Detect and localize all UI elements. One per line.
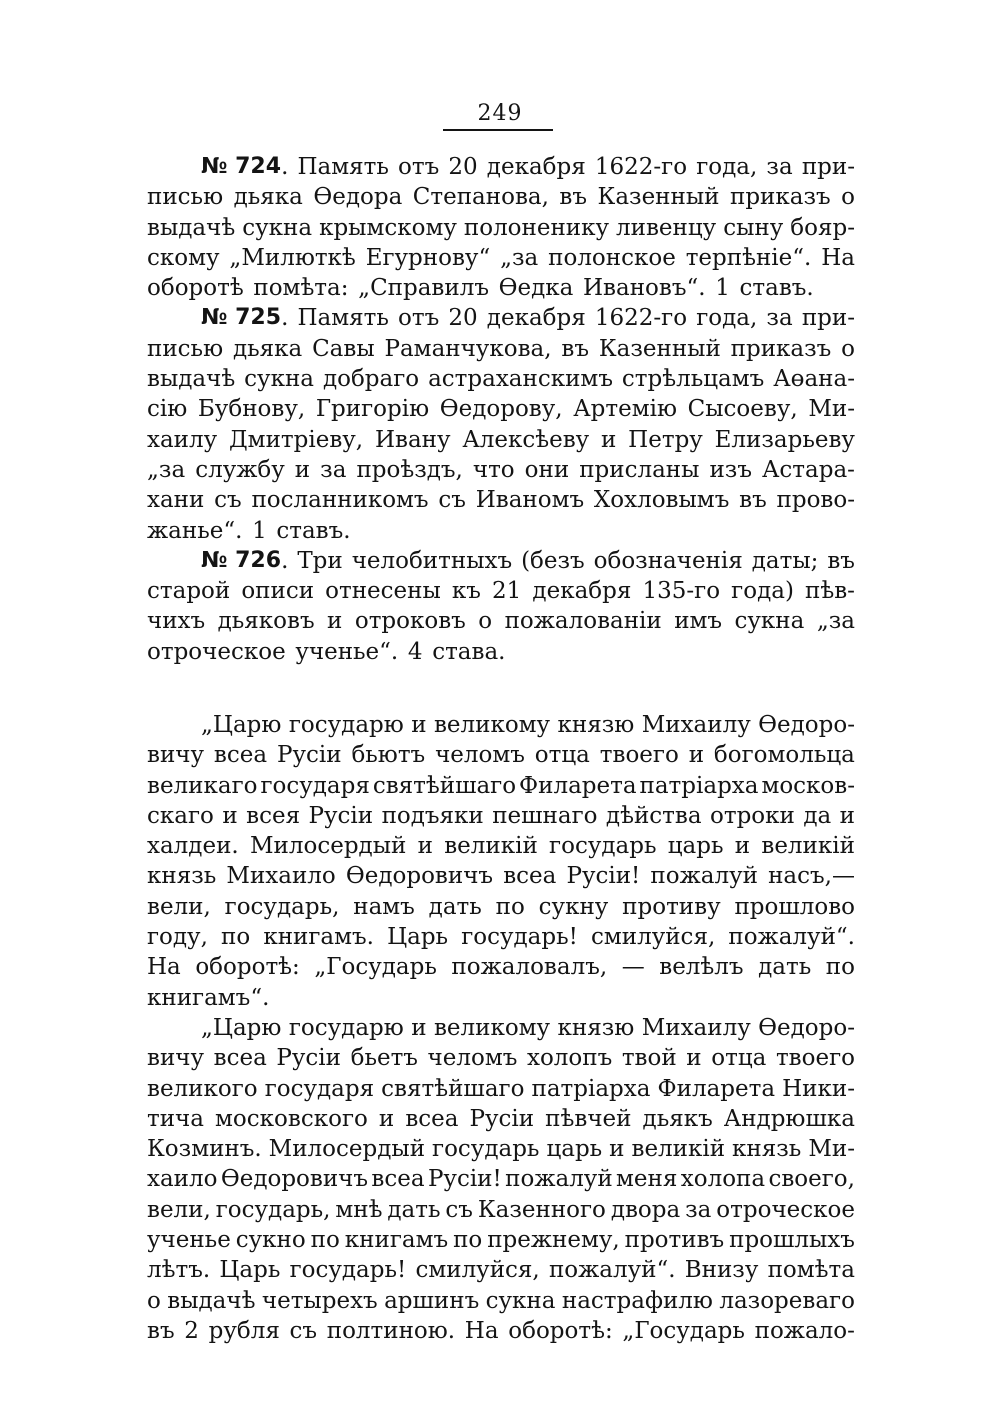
letter-line: книгамъ“. [147,984,270,1011]
catalog-entries [147,152,855,667]
letter-line: о выдачѣ четырехъ аршинъ сукна настрафилю лазореваго [147,1287,855,1314]
letter-line: великаго государя святѣйшаго Филарета патріарха москов- [147,772,855,799]
letter-line: великого государя святѣйшаго патріарха Филарета Ники- [147,1075,855,1102]
letter-line: тича московского и всеа Русіи пѣвчей дьякъ Андрюшка [147,1105,855,1132]
letter-line: вели, государь, намъ дать по сукну противу прошлово [147,893,855,920]
entry-first-line: № 724 . Память отъ 20 декабря 1622-го года, за при- [147,152,855,182]
entry-line: хани съ посланникомъ съ Иваномъ Хохловымъ въ прово- [147,487,855,514]
letter-line: „Царю государю и великому князю Михаилу Өедоро- [201,712,855,738]
page-number-rule [443,129,553,131]
entry-line: выдачѣ сукна добраго астраханскимъ стрѣльцамъ Аөана- [147,366,855,393]
entry-line: „за службу и за проѣздъ, что они присланы изъ Астара- [147,456,855,483]
entry-header: № 724 . [201,152,288,182]
letter-line: „Царю государю и великому князю Михаилу Өедоро- [201,1014,855,1041]
letter-line: вели, государь, мнѣ дать съ Казенного двора за отроческое [147,1196,855,1223]
entry-number: № 726 [201,547,282,573]
letter-line: На оборотѣ: „Государь пожаловалъ, — велѣлъ дать по [147,954,855,981]
entry-header: № 725 . [201,303,288,333]
letter-line: вичу всеа Русіи бьютъ челомъ отца твоего и богомольца [147,742,855,769]
entry-number: № 724 [201,154,282,179]
letter-line: вичу всеа Русіи бьетъ челомъ холопъ твой и отца твоего [147,1045,855,1072]
letter-line: лѣтъ. Царь государь! смилуйся, пожалуй“. Внизу помѣта [147,1257,855,1284]
entry-line: сію Бубнову, Григорію Өедорову, Артемію Сысоеву, Ми- [147,396,855,423]
entry-line: жанье“. 1 ставъ. [147,517,351,544]
entry-first-line: № 725 . Память отъ 20 декабря 1622-го года, за при- [147,303,855,333]
letter-line: халдеи. Милосердый и великій государь царь и великій [147,833,855,860]
entry-first-line: № 726 . Три челобитныхъ (безъ обозначенія даты; въ [147,546,855,576]
entry-line: старой описи отнесены къ 21 декабря 135-го года) пѣв- [147,578,855,605]
letter-line: князь Михаило Өедоровичъ всеа Русіи! пожалуй насъ,— [147,863,855,890]
entry-line: писью дьяка Савы Раманчукова, въ Казенный приказъ о [147,335,855,362]
letter-line: хаило Өедоровичъ всеа Русіи! пожалуй меня холопа своего, [147,1166,855,1193]
entry-line: скому „Милюткѣ Егурнову“ „за полонское терпѣніе“. На [147,244,855,271]
entry-line: хаилу Дмитріеву, Ивану Алексѣеву и Петру Елизарьеву [147,426,855,453]
letter-line: въ 2 рубля съ полтиною. На оборотѣ: „Государь пожало- [147,1317,855,1344]
letter-line: году, по книгамъ. Царь государь! смилуйся, пожалуй“. [147,924,855,951]
entry-header: № 726 . [201,546,288,576]
entry-line: оборотѣ помѣта: „Справилъ Өедка Ивановъ“. 1 ставъ. [147,275,814,302]
petition-texts [147,710,855,1346]
entry-line: писью дьяка Өедора Степанова, въ Казенный приказъ о [147,184,855,211]
page-number: 249 [477,101,523,126]
letter-line: скаго и всея Русіи подъяки пешнаго дѣйства отроки да и [147,802,855,829]
letter-line: Козминъ. Милосердый государь царь и великій князь Ми- [147,1136,855,1163]
entry-line: отроческое ученье“. 4 става. [147,638,506,665]
entry-number: № 725 [201,305,282,331]
entry-line: выдачѣ сукна крымскому полоненику ливенцу сыну бояр- [147,214,855,241]
letter-line: ученье сукно по книгамъ по прежнему, противъ прошлыхъ [147,1227,855,1254]
entry-line: чихъ дьяковъ и отроковъ о пожалованіи имъ сукна „за [147,608,855,635]
